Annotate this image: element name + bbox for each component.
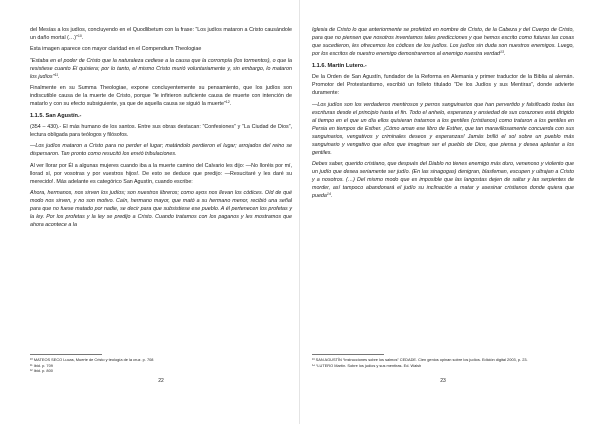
page-gutter	[299, 0, 300, 424]
footnote: ¹² Ibid. p. 800	[30, 368, 53, 374]
paragraph: (354 – 430).- El más humano de los santos. Entre sus obras destacan: “Confesiones” y “La Ciudad de Dios”, lectura obligada para teólogos y filósofos.	[30, 123, 292, 139]
footnote-divider	[312, 354, 384, 355]
paragraph: Finalmente en su Summa Theologiae, expone concluyentemente su pensamiento, que los judíos son indiscutible causa de la muerte de Cristo, porque “le infirieron suficiente causa de muerte con intención de matarlo y con su efecto subsiguiente, ya que de aquella causa se siguió la muerte”$^{12}$.	[30, 84, 292, 107]
footnote-ref[interactable]: 11	[54, 72, 59, 77]
paragraph: Al ver llorar por Él a algunas mujeres cuando iba a la muerte camino del Calvario les dijo: —No lloréis por mí, llorad sí, por vosotras y por vuestros hijos!. De esto se deduce que predijo: —Resucitaré y les daré su merecido!. Más adelante es categórico San Agustín, cuando escribe:	[30, 162, 292, 185]
footnote: ¹¹ Ibid. p. 709	[30, 362, 53, 368]
block-quote: —Los judíos son los verdaderos mentirosos y perros sanguinarios que han pervertido y falsificado todas las escrituras desde el principio hasta el fin. Todo el anhelo, esperanza y ansiedad de sus corazones está dirigido al tiempo en el que un día ellos quisieran tratarnos a los gentiles (cristianos) como trataron a los gentiles en Persia en tiempos de Esther. ¡Cómo aman ese libro de Esther, que tan maravillosamente concuerda con sus sanguinarios, vengativos y criminales deseos y esperanzas! Jamás brilló el sol sobre un pueblo más sanguinario y vengativo que ellos que imaginan ser el pueblo de Dios, que piensa y desea aplastar a los gentiles.	[312, 101, 574, 156]
footnotes	[30, 354, 292, 374]
footnotes	[312, 354, 574, 368]
block-quote: “Estaba en el poder de Cristo que la naturaleza cediese a la causa que la corrompía (los tormentos), o que la resistiese cuanto Él quisiera; por lo tanto, el mismo Cristo murió voluntariamente y, sin embargo, lo mataron los judíos”$^{11}$.	[30, 57, 292, 80]
paragraph: De la Orden de San Agustín, fundador de la Reforma en Alemania y primer traductor de la Biblia al alemán. Promotor del Protestantismo, escribió un folleto titulado “De los Judíos y sus Mentiras”, donde advierte duramente:	[312, 74, 574, 97]
page-number: 22	[158, 378, 164, 384]
block-quote: —Los judíos mataron a Cristo para no perder el lugar; matándolo perdieron el lugar; arrojados del reino se dispersaron. Tan pronto como resucitó los envió tribulaciones.	[30, 143, 292, 158]
section-heading: 1.1.5. San Agustín.-	[30, 112, 82, 119]
block-quote: Ahora, hermanos, nos sirven los judíos; son nuestros libreros; como ayos nos llevan los códices. Oíd de qué modo nos sirven, y no son motivo. Caín, hermano mayor, que mató a su hermano menor, recibió una señal para que no fuese matado por nadie, se decir para que subsistiese ese pueblo. A él pertenecen los profetas y la ley. Por los profetas y la ley se predijo a Cristo. Cuando tratamos con los paganos y les mostramos que ahora acontece a la	[30, 189, 292, 229]
block-quote: Debes saber, querido cristiano, que después del Diablo no tienes enemigo más duro, venenoso y violento que un judío que desea seriamente ser judío. (En las sinagogas) denigran, blasfeman, escupen y ultrajan a Cristo y a nosotros. (…) Del mismo modo que es imposible que las langostas dejen de saltar y las serpientes de morder, así tampoco abandonará el judío su inclinación a matar y asesinar cristianos donde quiera que pueda$^{14}$.	[312, 161, 574, 200]
section-heading: 1.1.6. Martín Lutero.-	[312, 63, 367, 70]
footnote-divider	[30, 354, 102, 355]
footnote-ref[interactable]: 12	[225, 99, 230, 104]
footnote: ¹⁰ MATEOS SECO Lucas, Muerte de Cristo y teología de la cruz. p. 708	[30, 357, 154, 362]
left-page	[30, 26, 292, 414]
footnote-ref[interactable]: 13	[500, 49, 505, 54]
page-number: 23	[440, 378, 446, 384]
right-page	[312, 26, 574, 414]
footnote: ¹⁴ “LUTERO Martín. Sobre los judíos y sus mentiras. Ed. Walsh	[312, 362, 422, 368]
paragraph: del Mesías a los judíos, concluyendo en el Quodlibetum con la frase: “Los judíos mataron a Cristo causándole un daño mortal (…)”$^{10}$.	[30, 27, 292, 42]
footnote-ref[interactable]: 14	[326, 192, 331, 197]
block-quote: Iglesia de Cristo lo que anteriormente se profetizó en nombre de Cristo, de la Cabeza y del Cuerpo de Cristo, para que no piensen que nosotros inventamos tales predicciones y que hemos escrito como futuras las cosas que sucedieron, les ofrecemos los códices de los judíos. Los judíos sin duda son nuestros enemigos. Luego, por los escritos de nuestro enemigo demostraremos al enemigo nuestra verdad$^{13}$.	[312, 27, 574, 58]
footnote: ¹³ SAN AGUSTÍN “Instrucciones sobre los salmos” CEDADE. Cien genios opinan sobre los judíos. Edición digital 2003, p. 23.	[312, 357, 528, 362]
footnote-ref[interactable]: 10	[77, 33, 82, 38]
paragraph: Esta imagen aparece con mayor claridad en el Compendium Theologiae	[30, 46, 202, 53]
